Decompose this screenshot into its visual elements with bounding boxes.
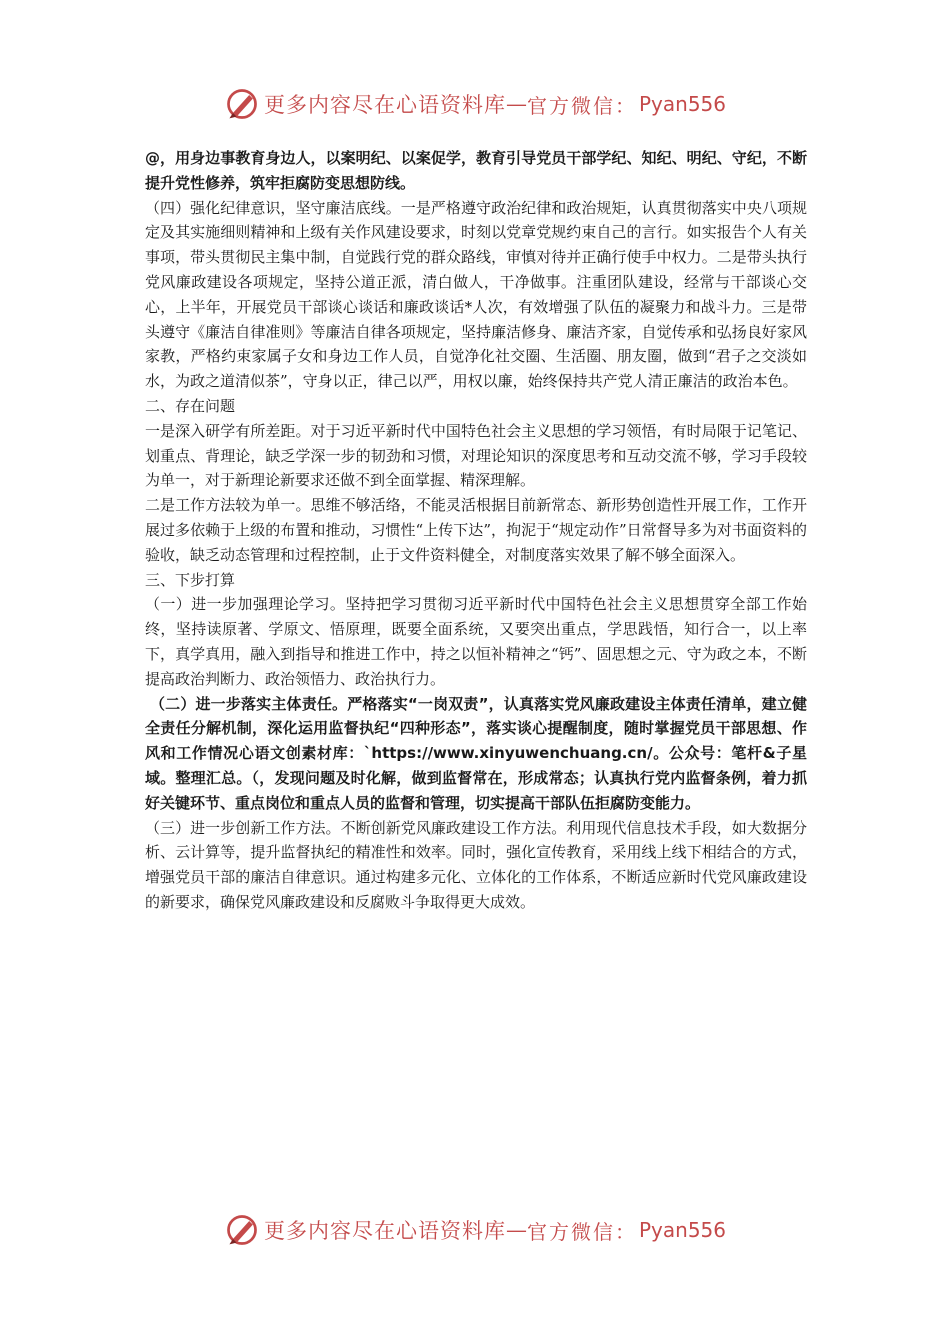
footer-brand: 更多内容尽在心语资料库 xyxy=(263,1219,506,1243)
paragraph-4: 一是深入研学有所差距。对于习近平新时代中国特色社会主义思想的学习领悟，有时局限于记笔记、划重点、背理论，缺乏学深一步的韧劲和习惯，对理论知识的深度思考和互动交流不够，学习手段较为单一，对于新理论新要求还做不到全面掌握、精深理解。 xyxy=(145,421,807,490)
banner-wechat-id: Pyan556 xyxy=(638,92,726,116)
header-banner xyxy=(0,84,950,124)
footer-official: 官方微信： xyxy=(526,1219,637,1244)
pen-logo-icon xyxy=(224,1212,260,1248)
footer-wechat-id: Pyan556 xyxy=(638,1218,726,1242)
paragraph-1: @，用身边事教育身边人，以案明纪、以案促学，教育引导党员干部学纪、知纪、明纪、守纪，不断提升党性修养，筑牢拒腐防变思想防线。 xyxy=(145,149,807,192)
pen-logo-icon xyxy=(224,86,260,122)
section-heading-plans: 三、下步打算 xyxy=(145,570,236,589)
section-heading-problems: 二、存在问题 xyxy=(145,396,236,415)
paragraph-5: 二是工作方法较为单一。思维不够活络，不能灵活根据目前新常态、新形势创造性开展工作，工作开展过多依赖于上级的布置和推动，习惯性“上传下达”，拘泥于“规定动作”日常督导多为对书面资料的验收，缺乏动态管理和过程控制，止于文件资料健全，对制度落实效果了解不够全面深入。 xyxy=(145,496,807,564)
paragraph-7: （一）进一步加强理论学习。坚持把学习贯彻习近平新时代中国特色社会主义思想贯穿全部工作始终，坚持读原著、学原文、悟原理，既要全面系统，又要突出重点，学思践悟，知行合一，以上率下，真学真用，融入到指导和推进工作中，持之以恒补精神之“钙”、固思想之元、守为政之本，不断提高政治判断力、政治领悟力、政治执行力。 xyxy=(145,595,807,688)
paragraph-8: （二）进一步落实主体责任。严格落实“一岗双责”，认真落实党风廉政建设主体责任清单，建立健全责任分解机制，深化运用监督执纪“四种形态”，落实谈心提醒制度，随时掌握党员干部思想、作风和工作情况心语文创素材库：`https://www.xinyuwenchuang.cn/。公众号：笔杆&子星域。整理汇总。（，发现问题及时化解，做到监督常在，形成常态；认真执行党内监督条例，着力抓好关键环节、重点岗位和重点人员的监督和管理，切实提高干部队伍拒腐防变能力。 xyxy=(145,694,807,812)
banner-brand: 更多内容尽在心语资料库 xyxy=(263,93,506,117)
footer-banner xyxy=(0,1210,950,1250)
banner-official: 官方微信： xyxy=(526,93,637,118)
document-body xyxy=(145,146,807,915)
footer-dash: — xyxy=(505,1218,527,1242)
paragraph-9: （三）进一步创新工作方法。不断创新党风廉政建设工作方法。利用现代信息技术手段，如大数据分析、云计算等，提升监督执纪的精准性和效率。同时，强化宣传教育，采用线上线下相结合的方式，增强党员干部的廉洁自律意识。通过构建多元化、立体化的工作体系，不断适应新时代党风廉政建设的新要求，确保党风廉政建设和反腐败斗争取得更大成效。 xyxy=(145,818,807,911)
paragraph-2: （四）强化纪律意识，坚守廉洁底线。一是严格遵守政治纪律和政治规矩，认真贯彻落实中央八项规定及其实施细则精神和上级有关作风建设要求，时刻以党章党规约束自己的言行。如实报告个人有关事项，带头贯彻民主集中制，自觉践行党的群众路线，审慎对待并正确行使手中权力。二是带头执行党风廉政建设各项规定，坚持公道正派，清白做人，干净做事。注重团队建设，经常与干部谈心交心，上半年，开展党员干部谈心谈话和廉政谈话*人次，有效增强了队伍的凝聚力和战斗力。三是带头遵守《廉洁自律准则》等廉洁自律各项规定，坚持廉洁修身、廉洁齐家，自觉传承和弘扬良好家风家教，严格约束家属子女和身边工作人员，自觉净化社交圈、生活圈、朋友圈，做到“君子之交淡如水，为政之道清似茶”，守身以正，律己以严，用权以廉，始终保持共产党人清正廉洁的政治本色。 xyxy=(145,198,807,391)
banner-dash: — xyxy=(505,92,527,116)
